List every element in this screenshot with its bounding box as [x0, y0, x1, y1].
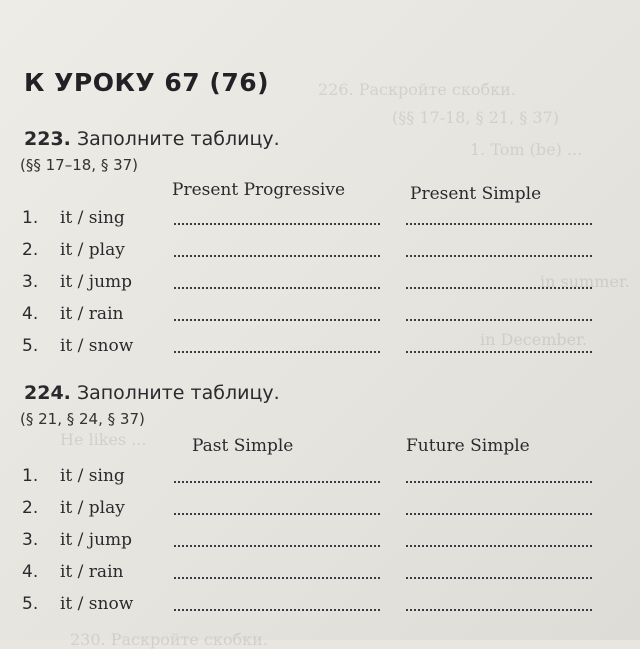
row-number: 4. — [22, 562, 39, 582]
table-row — [22, 498, 622, 522]
show-through-text: in December. — [480, 330, 588, 349]
column-header-present-simple: Present Simple — [410, 184, 542, 204]
exercise-number: 223. — [24, 128, 71, 150]
exercise-instruction: Заполните таблицу. — [76, 128, 280, 150]
answer-blank[interactable] — [406, 577, 592, 579]
table-row — [22, 562, 622, 586]
exercise-224-heading — [24, 382, 280, 404]
table-row — [22, 240, 622, 264]
answer-blank[interactable] — [406, 609, 592, 611]
row-prompt: it / rain — [60, 304, 124, 324]
answer-blank[interactable] — [174, 609, 380, 611]
show-through-text: in summer. — [540, 272, 630, 291]
answer-blank[interactable] — [174, 351, 380, 353]
row-number: 3. — [22, 272, 39, 292]
row-number: 5. — [22, 336, 39, 356]
show-through-text: He likes ... — [60, 430, 147, 449]
answer-blank[interactable] — [406, 545, 592, 547]
answer-blank[interactable] — [406, 481, 592, 483]
answer-blank[interactable] — [174, 287, 380, 289]
answer-blank[interactable] — [174, 223, 380, 225]
answer-blank[interactable] — [174, 255, 380, 257]
table-row — [22, 336, 622, 360]
answer-blank[interactable] — [406, 351, 592, 353]
exercise-number: 224. — [24, 382, 71, 404]
row-number: 1. — [22, 466, 39, 486]
table-row — [22, 272, 622, 296]
table-row — [22, 466, 622, 490]
row-number: 1. — [22, 208, 39, 228]
table-row — [22, 530, 622, 554]
row-prompt: it / play — [60, 498, 125, 518]
table-row — [22, 594, 622, 618]
answer-blank[interactable] — [406, 513, 592, 515]
row-prompt: it / snow — [60, 594, 134, 614]
answer-blank[interactable] — [174, 481, 380, 483]
exercise-references: (§ 21, § 24, § 37) — [20, 410, 145, 428]
lesson-title: К УРОКУ 67 (76) — [24, 68, 270, 97]
column-header-future-simple: Future Simple — [406, 436, 530, 456]
row-number: 2. — [22, 240, 39, 260]
answer-blank[interactable] — [406, 223, 592, 225]
column-header-past-simple: Past Simple — [192, 436, 294, 456]
answer-blank[interactable] — [174, 513, 380, 515]
row-prompt: it / rain — [60, 562, 124, 582]
show-through-text: 226. Раскройте скобки. — [318, 80, 516, 99]
row-prompt: it / sing — [60, 208, 125, 228]
row-prompt: it / jump — [60, 530, 133, 550]
row-prompt: it / sing — [60, 466, 125, 486]
row-number: 5. — [22, 594, 39, 614]
row-number: 4. — [22, 304, 39, 324]
answer-blank[interactable] — [406, 319, 592, 321]
show-through-text: 230. Раскройте скобки. — [70, 630, 268, 649]
row-number: 3. — [22, 530, 39, 550]
answer-blank[interactable] — [174, 577, 380, 579]
show-through-text: (§§ 17-18, § 21, § 37) — [392, 108, 559, 127]
show-through-text: 1. Tom (be) ... — [470, 140, 583, 159]
answer-blank[interactable] — [174, 545, 380, 547]
row-number: 2. — [22, 498, 39, 518]
row-prompt: it / play — [60, 240, 125, 260]
answer-blank[interactable] — [174, 319, 380, 321]
answer-blank[interactable] — [406, 255, 592, 257]
exercise-references: (§§ 17–18, § 37) — [20, 156, 139, 174]
exercise-instruction: Заполните таблицу. — [76, 382, 280, 404]
answer-blank[interactable] — [406, 287, 592, 289]
row-prompt: it / snow — [60, 336, 134, 356]
table-row — [22, 208, 622, 232]
exercise-223-heading — [24, 128, 280, 150]
table-row — [22, 304, 622, 328]
row-prompt: it / jump — [60, 272, 133, 292]
column-header-present-progressive: Present Progressive — [172, 180, 346, 200]
